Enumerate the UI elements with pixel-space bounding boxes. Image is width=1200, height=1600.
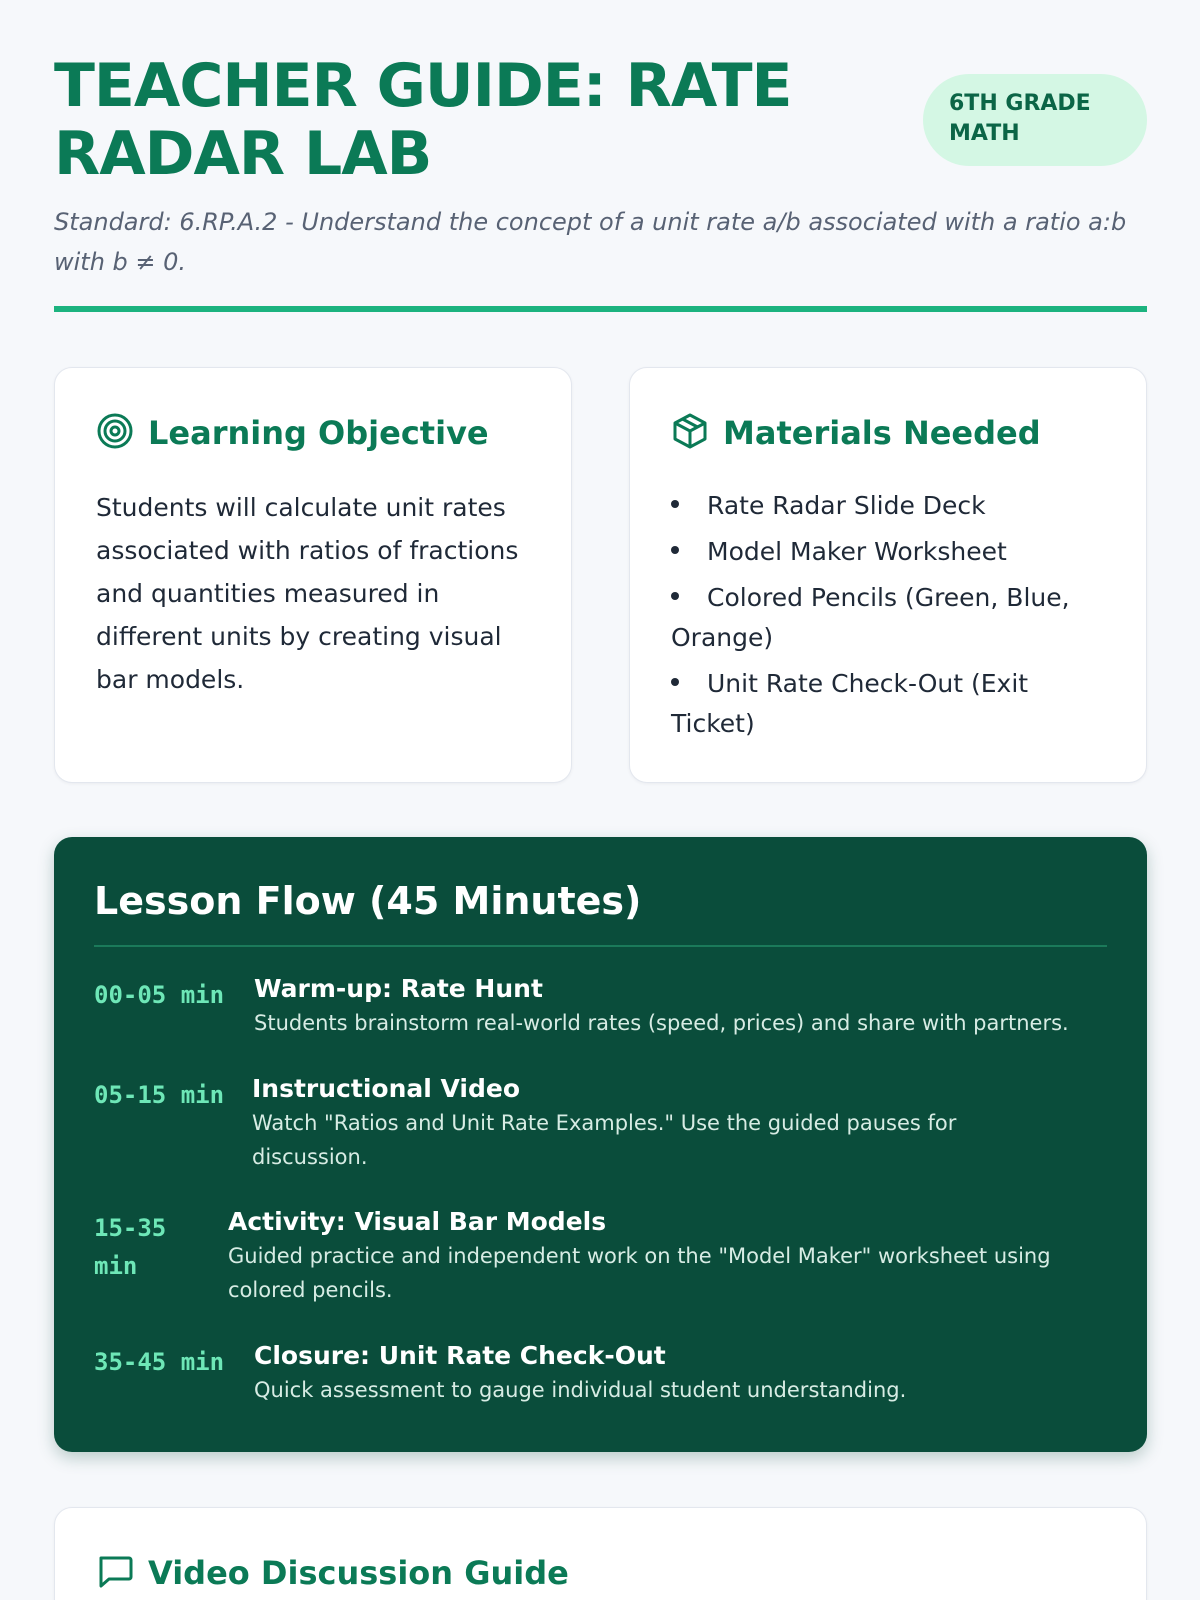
lesson-step-body — [254, 1339, 1114, 1407]
lesson-step-desc: Students brainstorm real-world rates (speed, prices) and share with partners. — [254, 1011, 1069, 1035]
lesson-step-name: Warm-up: Rate Hunt — [254, 974, 543, 1003]
lesson-step-time: 05-15 min — [94, 1081, 225, 1109]
standard-text: Standard: 6.RP.A.2 - Understand the concept of a unit rate a/b associated with a ratio a:b with b ≠ 0. — [54, 208, 1127, 276]
page-header — [54, 0, 1147, 312]
lesson-step-desc: Watch "Ratios and Unit Rate Examples." Use the guided pauses for discussion. — [252, 1111, 957, 1169]
lesson-step-body — [228, 1205, 1108, 1307]
materials-card — [629, 367, 1147, 783]
learning-objective-card — [54, 367, 572, 783]
target-icon — [96, 412, 134, 454]
package-icon — [671, 412, 709, 454]
lesson-step-time: 35-45 min — [94, 1348, 225, 1376]
material-item-label: Rate Radar Slide Deck — [707, 491, 986, 520]
lesson-step-name: Closure: Unit Rate Check-Out — [254, 1341, 666, 1370]
lesson-flow-panel — [54, 837, 1147, 1452]
video-discussion-header — [96, 1552, 569, 1594]
lesson-step-time: 15-35 min — [94, 1214, 167, 1280]
lesson-step-desc: Guided practice and independent work on the "Model Maker" worksheet using colored pencils. — [228, 1244, 1051, 1302]
material-item-label: Model Maker Worksheet — [707, 537, 1007, 566]
grade-badge: 6TH GRADE MATH — [923, 74, 1147, 166]
lesson-step-time: 00-05 min — [94, 981, 225, 1009]
materials-list — [671, 486, 1111, 750]
lesson-step-desc: Quick assessment to gauge individual student understanding. — [254, 1378, 907, 1402]
learning-objective-title: Learning Objective — [148, 414, 489, 452]
lesson-flow-title: Lesson Flow (45 Minutes) — [94, 879, 642, 923]
material-item-label: Colored Pencils (Green, Blue, Orange) — [671, 583, 1070, 652]
list-item — [671, 578, 1111, 658]
learning-objective-text: Students will calculate unit rates associated with ratios of fractions and quantities measured in different units by creating visual bar models. — [96, 493, 519, 694]
list-item — [671, 486, 1111, 526]
teacher-guide-page — [54, 0, 1147, 1592]
list-item — [671, 532, 1111, 572]
lesson-step-body — [254, 972, 1114, 1040]
materials-header — [671, 412, 1041, 454]
lesson-flow-divider — [94, 945, 1107, 947]
materials-title: Materials Needed — [723, 414, 1041, 452]
page-title: TEACHER GUIDE: RATE RADAR LAB — [54, 51, 792, 189]
list-item — [671, 664, 1111, 744]
video-discussion-card — [54, 1507, 1147, 1600]
material-item-label: Unit Rate Check-Out (Exit Ticket) — [671, 669, 1029, 738]
lesson-step-body — [252, 1072, 1012, 1174]
header-divider — [54, 306, 1147, 312]
lesson-step-name: Instructional Video — [252, 1074, 521, 1103]
video-discussion-title: Video Discussion Guide — [148, 1554, 569, 1592]
learning-objective-header — [96, 412, 489, 454]
lesson-step-name: Activity: Visual Bar Models — [228, 1207, 607, 1236]
chat-bubble-icon — [96, 1552, 134, 1594]
